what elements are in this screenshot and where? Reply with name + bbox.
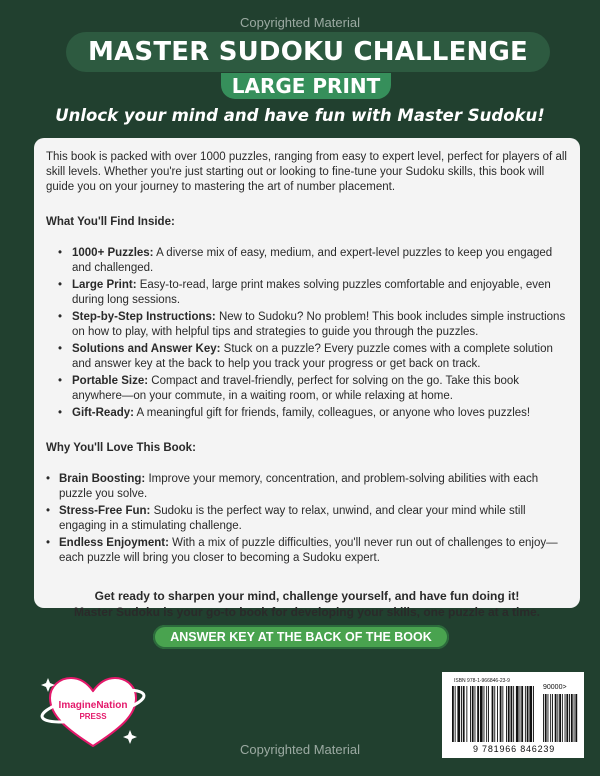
barcode-bar [571,694,573,742]
barcode-bar [472,686,474,742]
barcode-bar [529,686,532,742]
list-item [56,342,568,372]
barcode-bar [494,686,495,742]
item-title: Portable Size: [72,375,149,387]
list-item [56,310,568,340]
barcode-bar [457,686,460,742]
item-text: Stuck on a puzzle? Every puzzle comes with a complete solution and answer key at the back to help you track your progress or get back on track. [72,343,553,370]
barcode-bar [569,694,570,742]
barcode-bar [477,686,479,742]
item-title: Step-by-Step Instructions: [72,311,216,323]
barcode-bar [520,686,521,742]
tagline: Unlock your mind and have fun with Master Sudoku! [55,106,545,125]
barcode-bar [543,694,544,742]
publisher-logo [38,672,148,752]
inside-list [56,246,568,421]
barcode-bar [486,686,487,742]
barcode-bar [506,686,507,742]
barcode-bar [552,694,553,742]
barcode-number: 9 781966 846239 [472,744,556,754]
list-item [46,504,568,534]
barcode-bar [548,694,549,742]
barcode-bar [475,686,476,742]
barcode-bar [562,694,563,742]
barcode-bar [461,686,462,742]
list-item [56,246,568,276]
list-item [46,472,568,502]
item-title: Solutions and Answer Key: [72,343,221,355]
subtitle-banner: LARGE PRINT [221,73,391,99]
barcode-bar [484,686,485,742]
item-title: Endless Enjoyment: [59,537,169,549]
intro-paragraph: This book is packed with over 1000 puzzles, ranging from easy to expert level, perfect for players of all skill levels. Whether you're just starting out or looking to fine-tune your Sudoku skills, this book will guide you on your journey to mastering the art of number placement. [46,151,567,193]
heart-logo-icon [38,672,148,752]
barcode-bar [492,686,494,742]
barcode-bar [565,694,566,742]
barcode-bar [511,686,513,742]
barcode-bar [555,694,557,742]
list-item [56,406,568,421]
item-text: Compact and travel-friendly, perfect for solving on the go. Take this book anywhere—on your commute, in a waiting room, or while relaxing at home. [72,375,520,402]
isbn-label: ISBN 978-1-966846-23-9 [454,678,510,684]
list-item [46,536,568,566]
item-text: Improve your memory, concentration, and problem-solving abilities with each puzzle you solve. [59,473,539,500]
item-title: 1000+ Puzzles: [72,247,154,259]
item-text: Easy-to-read, large print makes solving puzzles comfortable and enjoyable, even during long sessions. [72,279,551,306]
watermark-bottom: Copyrighted Material [240,742,360,757]
closing-line-1: Get ready to sharpen your mind, challenge yourself, and have fun doing it! [94,589,520,603]
barcode-bar [497,686,498,742]
barcode-bar [525,686,526,742]
barcode-bar [466,686,467,742]
barcode-bar [470,686,471,742]
item-title: Stress-Free Fun: [59,505,151,517]
list-item [56,278,568,308]
barcode-bar [550,694,551,742]
price-code: 90000> [543,684,567,691]
barcode-bar [455,686,456,742]
barcode-bar [516,686,519,742]
publisher-name: ImagineNation [58,700,128,711]
list-item [56,374,568,404]
watermark-top: Copyrighted Material [240,15,360,30]
love-list [46,472,568,566]
barcode-bar [566,694,568,742]
barcode-bar [557,694,558,742]
barcode-bar [574,694,575,742]
answer-key-banner: ANSWER KEY AT THE BACK OF THE BOOK [153,625,449,649]
publisher-press: PRESS [79,712,107,721]
item-text: A meaningful gift for friends, family, colleagues, or anyone who loves puzzles! [133,407,531,419]
barcode-bar [575,694,577,742]
item-text: New to Sudoku? No problem! This book includes simple instructions on how to play, with helpful tips and strategies to guide you through the puzzles. [72,311,566,338]
barcode-bar [545,694,547,742]
barcode-bar [508,686,510,742]
barcode-bar [463,686,465,742]
barcode-bar [480,686,483,742]
barcode-bar [513,686,514,742]
item-title: Gift-Ready: [72,407,134,419]
closing-line-2: Master Sudoku is your go-to book for developing your skills, one puzzle at a time. [73,605,541,619]
description-card [34,138,580,619]
barcode-bar [488,686,489,742]
barcode-bar [500,686,502,742]
item-title: Brain Boosting: [59,473,146,485]
inside-heading: What You'll Find Inside: [46,216,175,228]
item-text: Sudoku is the perfect way to relax, unwind, and clear your mind while still engaging in a stimulating challenge. [59,505,526,532]
item-title: Large Print: [72,279,137,291]
item-text: With a mix of puzzle difficulties, you'll never run out of challenges to enjoy—each puzzle will bring you closer to becoming a Sudoku expert. [59,537,558,564]
closing-text [46,588,568,620]
love-heading: Why You'll Love This Book: [46,442,196,454]
barcode-bar [521,686,523,742]
item-text: A diverse mix of easy, medium, and expert-level puzzles to keep you engaged and challenged. [72,247,553,274]
barcode-bar [533,686,534,742]
title-banner: MASTER SUDOKU CHALLENGE [66,32,550,72]
barcode-bar [527,686,529,742]
barcode-bar [452,686,454,742]
barcode-bar [559,694,561,742]
barcode-bar [502,686,503,742]
